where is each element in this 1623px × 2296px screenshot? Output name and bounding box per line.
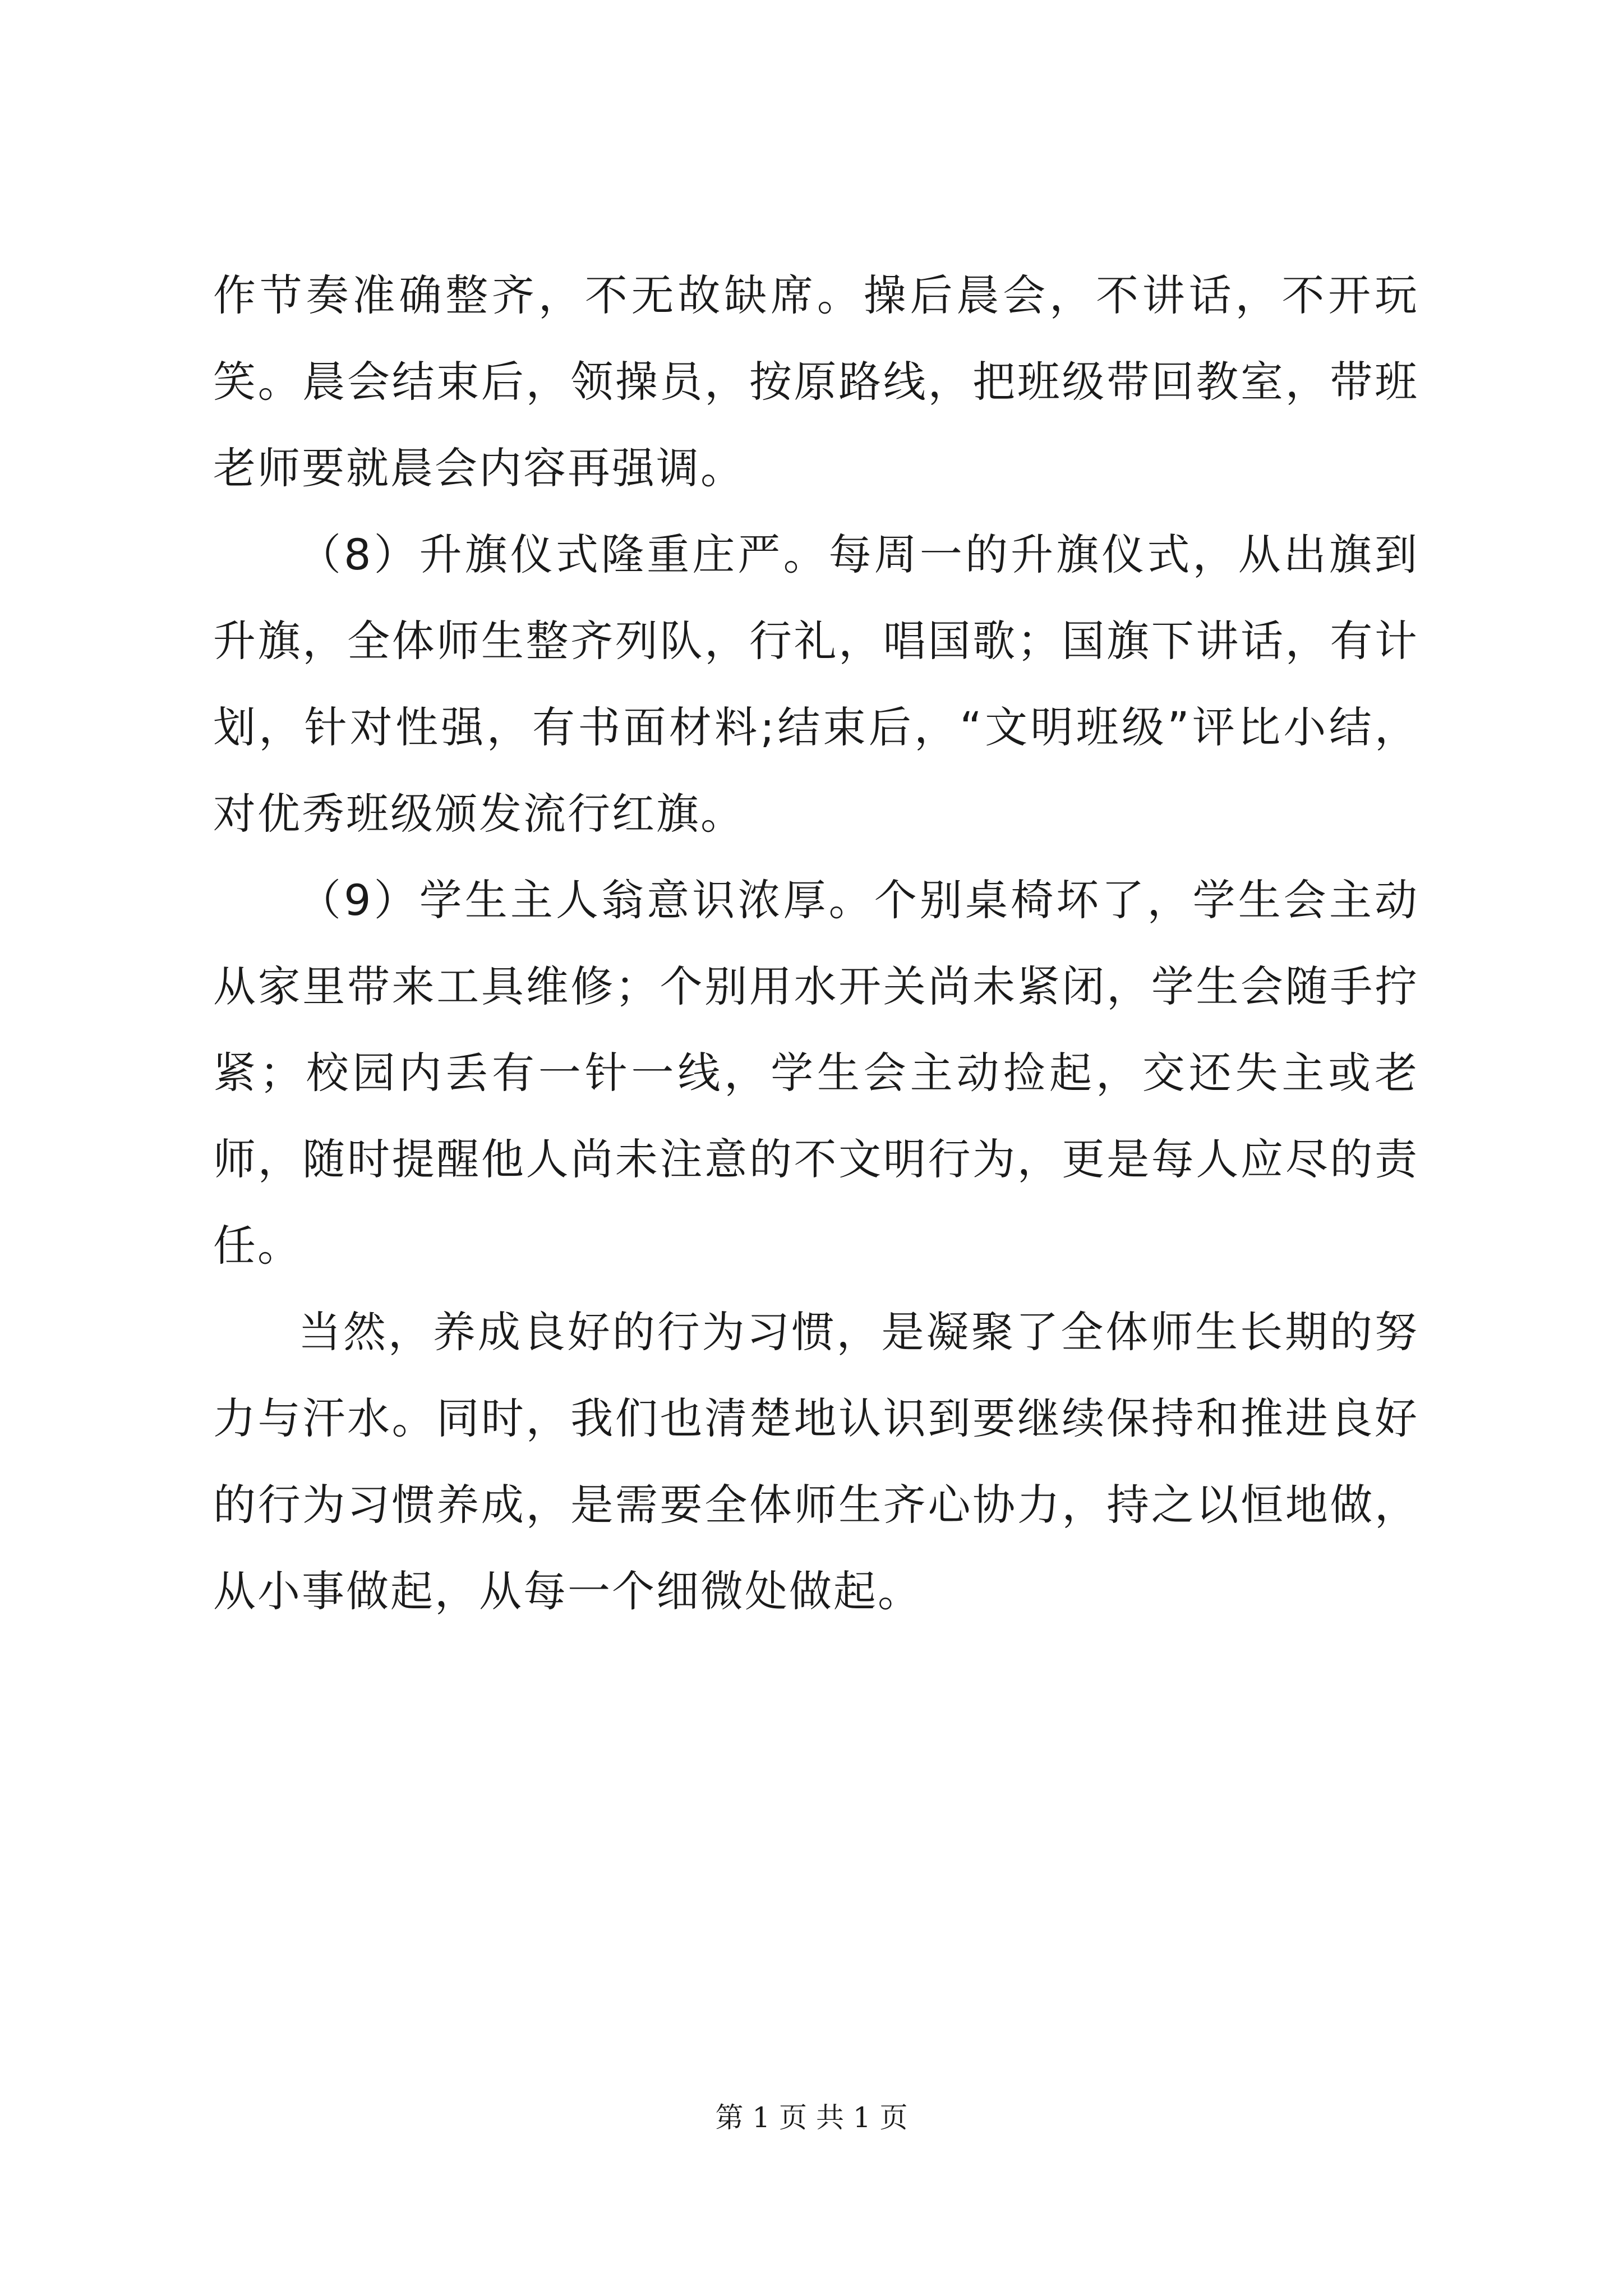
paragraph-item-8: （8）升旗仪式隆重庄严。每周一的升旗仪式，从出旗到升旗，全体师生整齐列队，行礼，唱国歌；国旗下讲话，有计划，针对性强，有书面材料;结束后，“文明班级”评比小结，对优秀班级颁发流行红旗。 — [213, 530, 1419, 839]
document-body — [213, 252, 1419, 1635]
paragraph-item-9: （9）学生主人翁意识浓厚。个别桌椅坏了，学生会主动从家里带来工具维修；个别用水开关尚未紧闭，学生会随手拧紧；校园内丢有一针一线，学生会主动捡起，交还失主或老师，随时提醒他人尚未注意的不文明行为，更是每人应尽的责任。 — [213, 875, 1419, 1271]
paragraph-conclusion: 当然，养成良好的行为习惯，是凝聚了全体师生长期的努力与汗水。同时，我们也清楚地认识到要继续保持和推进良好的行为习惯养成，是需要全体师生齐心协力，持之以恒地做，从小事做起，从每一个细微处做起。 — [213, 1307, 1419, 1616]
page-number-footer: 第 1 页 共 1 页 — [715, 2101, 908, 2134]
paragraph-continuation: 作节奏准确整齐，不无故缺席。操后晨会，不讲话，不开玩笑。晨会结束后，领操员，按原路线，把班级带回教室，带班老师要就晨会内容再强调。 — [213, 270, 1419, 493]
